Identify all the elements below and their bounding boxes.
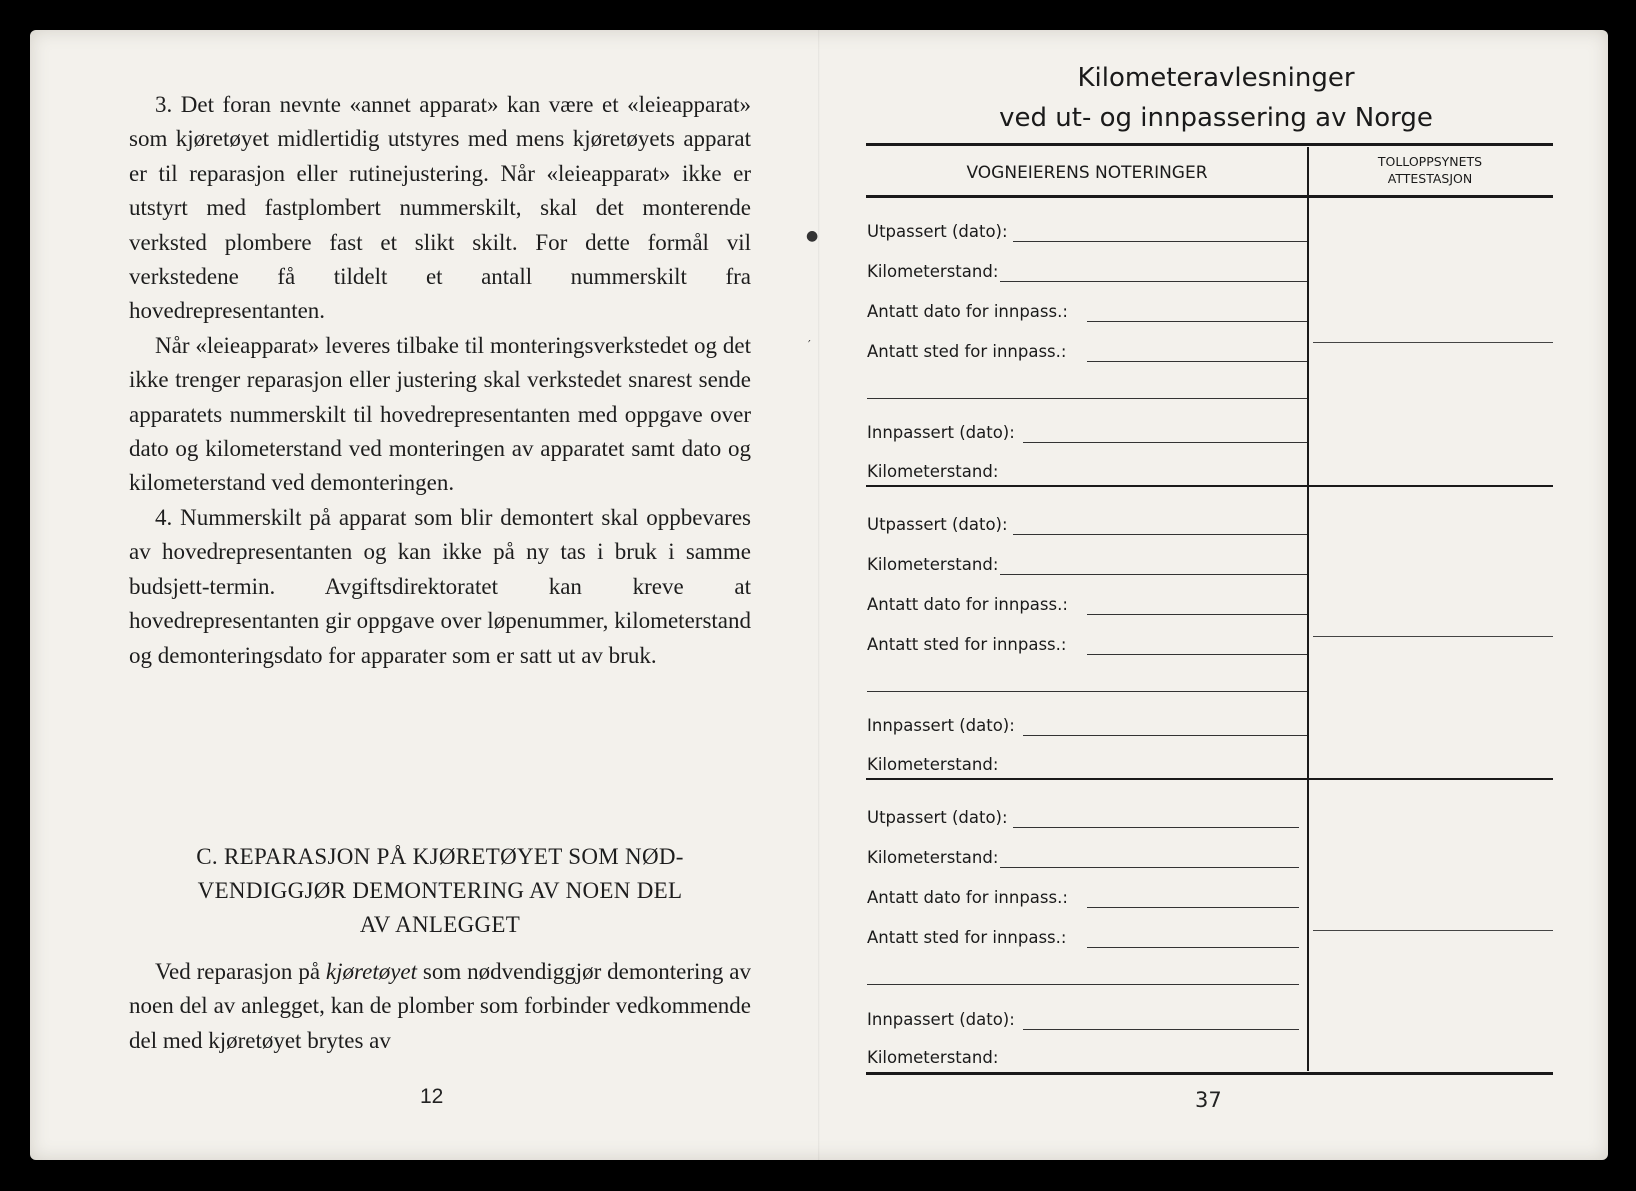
label-km-end-3: Kilometerstand: — [867, 1048, 999, 1067]
paragraph-section-c — [129, 955, 751, 1058]
column-header-customs-line-2: ATTESTASJON — [1387, 171, 1473, 186]
column-header-customs-line-1: TOLLOPPSYNETS — [1377, 154, 1483, 169]
label-km-3: Kilometerstand: — [867, 848, 999, 867]
form-title — [866, 58, 1566, 138]
column-header-owner-notes: VOGNEIERENS NOTERINGER — [966, 163, 1208, 183]
field-innpassert-3[interactable] — [1023, 1029, 1299, 1030]
label-antatt-sted-3: Antatt sted for innpass.: — [867, 928, 1067, 947]
column-divider — [1307, 147, 1309, 1071]
section-c-heading — [140, 840, 740, 942]
table-top-rule — [866, 143, 1553, 146]
column-header-customs — [1310, 153, 1550, 187]
label-innpassert-3: Innpassert (dato): — [867, 1010, 1015, 1029]
block-rule-1 — [866, 485, 1553, 487]
label-utpassert-1: Utpassert (dato): — [867, 222, 1008, 241]
label-innpassert-1: Innpassert (dato): — [867, 423, 1015, 442]
page-fold — [818, 30, 820, 1160]
field-extra-line-2[interactable] — [867, 691, 1307, 692]
paragraph-leieapparat-return: Når «leieapparat» leveres tilbake til monteringsverkstedet og det ikke trenger reparasjon eller justering skal verkstedet snarest sende apparatets nummerskilt til hovedrepresentanten med oppgave over dato og kilometerstand ved monteringen av apparatet samt dato og kilometerstand ved demonteringen. — [129, 332, 751, 496]
field-utpassert-1[interactable] — [1013, 241, 1307, 242]
form-title-line-2: ved ut- og innpassering av Norge — [999, 103, 1433, 133]
label-utpassert-3: Utpassert (dato): — [867, 808, 1008, 827]
label-km-2: Kilometerstand: — [867, 555, 999, 574]
attestation-line-2[interactable] — [1313, 636, 1553, 637]
stray-mark-tick: ′ — [808, 338, 811, 352]
label-antatt-sted-1: Antatt sted for innpass.: — [867, 342, 1067, 361]
block-rule-2 — [866, 778, 1553, 780]
label-antatt-dato-3: Antatt dato for innpass.: — [867, 888, 1068, 907]
text-run: som nødvendiggjør demontering av noen del av anlegget, kan de plomber som forbinder vedkommende del med kjøretøyet brytes av — [129, 959, 752, 1053]
field-antatt-sted-2[interactable] — [1087, 654, 1307, 655]
left-page-body — [129, 88, 751, 673]
field-antatt-dato-1[interactable] — [1087, 321, 1307, 322]
heading-line-1: C. REPARASJON PÅ KJØRETØYET SOM NØD- — [196, 844, 684, 869]
field-utpassert-3[interactable] — [1013, 827, 1299, 828]
field-km-1[interactable] — [1000, 281, 1307, 282]
label-antatt-sted-2: Antatt sted for innpass.: — [867, 635, 1067, 654]
field-innpassert-2[interactable] — [1023, 735, 1307, 736]
label-antatt-dato-2: Antatt dato for innpass.: — [867, 595, 1068, 614]
paragraph-4: 4. Nummerskilt på apparat som blir demontert skal oppbevares av hovedrepresentanten og kan ikke på ny tas i bruk i samme budsjett-termin. Avgiftsdirektoratet kan kreve at hovedrepresentanten gir oppgave over løpenummer, kilometerstand og demonteringsdato for apparater som er satt ut av bruk. — [129, 504, 751, 668]
form-title-line-1: Kilometeravlesninger — [1077, 63, 1355, 93]
label-antatt-dato-1: Antatt dato for innpass.: — [867, 302, 1068, 321]
field-antatt-dato-2[interactable] — [1087, 614, 1307, 615]
label-km-1: Kilometerstand: — [867, 262, 999, 281]
field-extra-line-1[interactable] — [867, 398, 1307, 399]
page-number-left: 12 — [420, 1085, 444, 1108]
heading-line-3: AV ANLEGGET — [359, 912, 521, 937]
field-extra-line-3[interactable] — [867, 984, 1299, 985]
label-innpassert-2: Innpassert (dato): — [867, 716, 1015, 735]
field-antatt-sted-3[interactable] — [1087, 947, 1299, 948]
label-utpassert-2: Utpassert (dato): — [867, 515, 1008, 534]
label-km-end-1: Kilometerstand: — [867, 462, 999, 481]
table-bottom-rule — [866, 1072, 1553, 1075]
field-innpassert-1[interactable] — [1023, 442, 1307, 443]
label-km-end-2: Kilometerstand: — [867, 755, 999, 774]
attestation-line-3[interactable] — [1313, 930, 1553, 931]
field-antatt-dato-3[interactable] — [1087, 907, 1299, 908]
header-bottom-rule — [866, 195, 1553, 198]
heading-line-2: VENDIGGJØR DEMONTERING AV NOEN DEL — [197, 878, 683, 903]
paragraph-3: 3. Det foran nevnte «annet apparat» kan være et «leieapparat» som kjøretøyet midlertidig utstyres med mens kjøretøyets apparat er til reparasjon eller rutinejustering. Når «leieapparat» ikke er utstyrt med fastplombert nummerskilt, skal det monterende verksted plombere fast et slikt skilt. For dette formål vil verkstedene få tildelt et antall nummerskilt fra hovedrepresentanten. — [129, 92, 751, 324]
section-c-body — [129, 955, 751, 1058]
field-utpassert-2[interactable] — [1013, 534, 1307, 535]
field-km-3[interactable] — [1000, 867, 1299, 868]
text-run: Ved reparasjon på — [155, 959, 326, 984]
field-antatt-sted-1[interactable] — [1087, 361, 1307, 362]
stray-mark-dot: ● — [806, 228, 819, 244]
field-km-2[interactable] — [1000, 574, 1307, 575]
attestation-line-1[interactable] — [1313, 342, 1553, 343]
page-number-right: 37 — [1195, 1088, 1222, 1112]
italic-text-run: kjøretøyet — [325, 959, 418, 984]
